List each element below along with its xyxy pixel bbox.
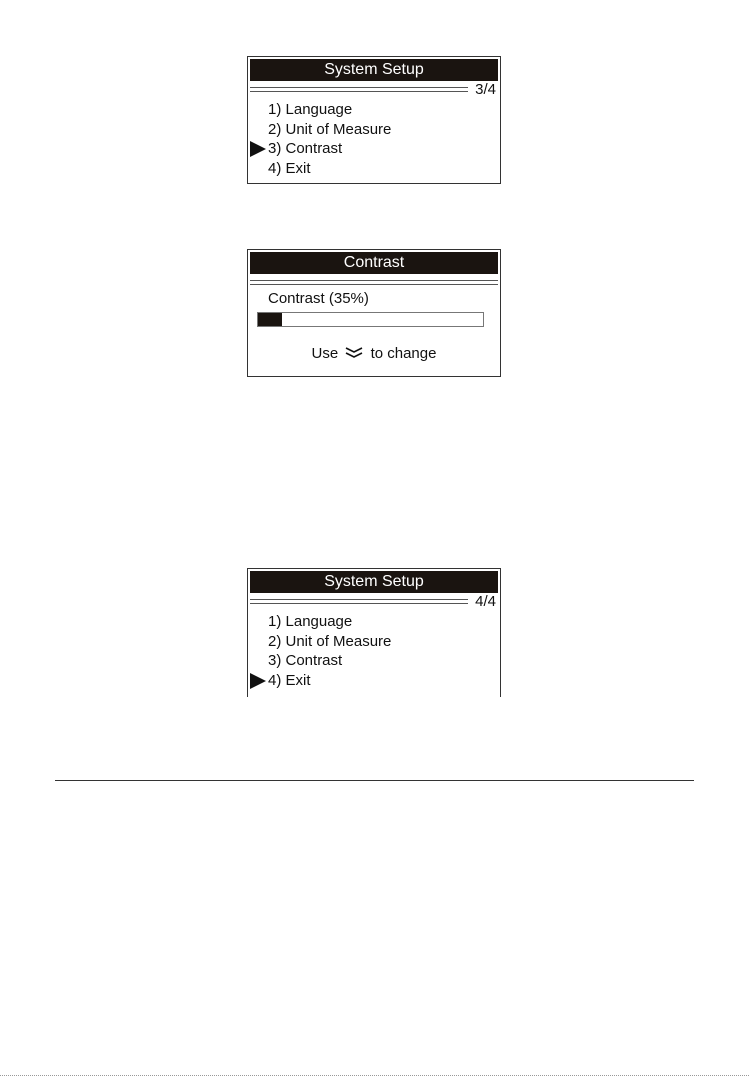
- menu-item-unit-of-measure[interactable]: [268, 632, 391, 652]
- menu-item-exit[interactable]: [268, 671, 391, 691]
- selection-arrow-icon: [250, 141, 266, 157]
- page-bottom-edge: [0, 1075, 749, 1076]
- screen-title: Contrast: [250, 252, 498, 274]
- contrast-slider[interactable]: [257, 312, 484, 327]
- menu-item-unit-of-measure[interactable]: [268, 120, 391, 140]
- menu-item-label: 3) Contrast: [268, 652, 343, 669]
- menu-item-label: 2) Unit of Measure: [268, 632, 392, 650]
- page-indicator: 4/4: [475, 593, 496, 610]
- menu-item-label: 2) Unit of Measure: [268, 120, 392, 138]
- screen-title: System Setup: [250, 571, 498, 593]
- page-footer-rule: [55, 780, 694, 781]
- system-setup-screen-exit-selected: [247, 568, 501, 697]
- system-setup-screen-contrast-selected: [247, 56, 501, 184]
- title-divider: [250, 280, 498, 285]
- menu-item-label: 4) Exit: [268, 159, 311, 177]
- contrast-slider-fill: [258, 313, 282, 326]
- menu-item-label: 3) Contrast: [268, 140, 343, 157]
- menu-item-language[interactable]: [268, 612, 391, 632]
- change-hint: [248, 345, 500, 363]
- selection-arrow-icon: [250, 673, 266, 689]
- title-divider: [250, 599, 468, 604]
- screen-title: System Setup: [250, 59, 498, 81]
- setup-menu: [268, 100, 391, 178]
- contrast-screen: [247, 249, 501, 377]
- hint-prefix: Use: [311, 345, 339, 362]
- menu-item-exit[interactable]: [268, 159, 391, 179]
- menu-item-contrast[interactable]: [268, 139, 391, 159]
- title-divider: [250, 87, 468, 92]
- up-down-chevrons-icon: [344, 346, 364, 360]
- hint-suffix: to change: [370, 345, 437, 362]
- menu-item-language[interactable]: [268, 100, 391, 120]
- menu-item-label: 4) Exit: [268, 671, 311, 689]
- menu-item-label: 1) Language: [268, 101, 353, 118]
- menu-item-label: 1) Language: [268, 613, 353, 630]
- setup-menu: [268, 612, 391, 690]
- contrast-value-label: Contrast (35%): [268, 290, 369, 307]
- menu-item-contrast[interactable]: [268, 651, 391, 671]
- page-indicator: 3/4: [475, 81, 496, 98]
